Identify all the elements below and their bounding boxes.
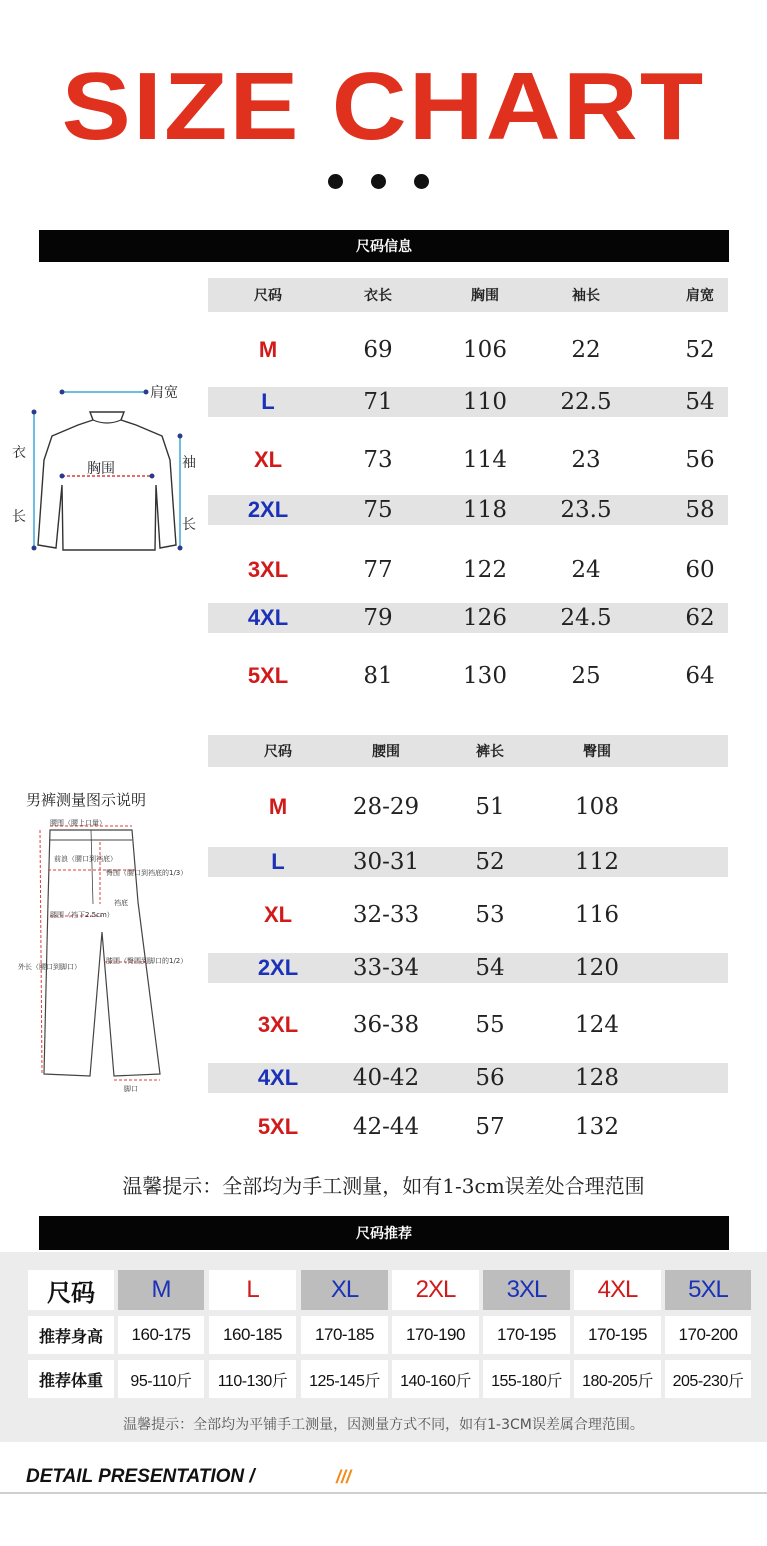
flat-measure-note: 温馨提示：全部均为平铺手工测量，因测量方式不同，如有1-3CM误差属合理范围。	[123, 1417, 644, 1433]
table-row	[208, 656, 728, 696]
table-cell: 71	[363, 389, 393, 415]
recommend-weight-cell: 95-110斤	[118, 1360, 204, 1398]
recommend-size-label: 尺码	[28, 1270, 114, 1310]
table-cell: 79	[363, 605, 393, 631]
table-cell: 30-31	[352, 849, 420, 875]
table-row	[208, 495, 728, 525]
table-cell: 126	[463, 605, 507, 631]
length-label-top: 衣	[12, 445, 26, 461]
size-label: L	[261, 389, 275, 414]
recommend-height-cell: 170-195	[483, 1316, 570, 1354]
hem-note: 脚口	[124, 1085, 138, 1093]
section-header-size-info: 尺码信息	[39, 230, 729, 262]
table-cell: 112	[575, 849, 619, 875]
table-cell: 122	[463, 557, 507, 583]
col-header-waist: 腰围	[372, 744, 400, 760]
table-cell: 24.5	[560, 605, 612, 631]
chest-label: 胸围	[87, 461, 115, 477]
dot-icon	[371, 174, 386, 189]
table-row	[208, 387, 728, 417]
jacket-diagram	[0, 370, 208, 560]
page-title: SIZE CHART	[61, 53, 706, 160]
table-cell: 75	[363, 497, 393, 523]
recommend-height-cell: 170-185	[301, 1316, 388, 1354]
table-cell: 22	[571, 337, 601, 363]
table-cell: 62	[685, 605, 715, 631]
table-row	[208, 1107, 728, 1147]
recommend-weight-cell: 205-230斤	[665, 1360, 751, 1398]
table-row	[208, 1005, 728, 1045]
recommend-weight-cell: 155-180斤	[483, 1360, 570, 1398]
table-cell: 32-33	[352, 902, 420, 928]
recommend-height-cell: 170-200	[665, 1316, 751, 1354]
table-cell: 128	[575, 1065, 619, 1091]
table-cell: 42-44	[352, 1114, 420, 1140]
table-cell: 51	[475, 794, 505, 820]
table-row	[208, 1063, 728, 1093]
knee-note: 膝围（臀围到脚口的1/2）	[106, 957, 188, 965]
col-header-pants-length: 裤长	[476, 744, 504, 760]
front-rise-note: 前浪（腰口到裆底）	[54, 855, 117, 863]
recommend-weight-cell: 140-160斤	[392, 1360, 479, 1398]
size-label: 3XL	[257, 1012, 299, 1037]
recommend-size-cell: 3XL	[483, 1270, 570, 1310]
table-cell: 28-29	[352, 794, 420, 820]
table-row	[208, 953, 728, 983]
pants-size-table	[208, 735, 728, 1155]
table-cell: 53	[475, 902, 505, 928]
table-row	[208, 603, 728, 633]
table-cell: 55	[475, 1012, 505, 1038]
table-cell: 54	[475, 955, 505, 981]
table-row	[208, 330, 728, 370]
recommend-size-cell: M	[118, 1270, 204, 1310]
decorative-dots	[324, 174, 434, 190]
table-cell: 54	[685, 389, 715, 415]
recommend-size-cell: L	[209, 1270, 296, 1310]
size-label: 2XL	[247, 497, 289, 522]
table-cell: 52	[685, 337, 715, 363]
table-cell: 69	[363, 337, 393, 363]
table-header-row	[208, 278, 728, 312]
table-row	[208, 847, 728, 877]
table-cell: 110	[463, 389, 507, 415]
recommend-size-cell: XL	[301, 1270, 388, 1310]
dot-icon	[414, 174, 429, 189]
table-cell: 23	[571, 447, 601, 473]
size-label: L	[271, 849, 285, 874]
size-label: 5XL	[247, 663, 289, 688]
section-header-size-recommend: 尺码推荐	[39, 1216, 729, 1250]
table-cell: 116	[575, 902, 619, 928]
length-label-bottom: 长	[12, 509, 26, 525]
table-cell: 114	[463, 447, 507, 473]
table-cell: 22.5	[560, 389, 612, 415]
pants-diagram	[14, 812, 210, 1102]
table-cell: 23.5	[560, 497, 612, 523]
recommend-weight-cell: 180-205斤	[574, 1360, 661, 1398]
col-header-length: 衣长	[364, 288, 392, 304]
divider	[0, 1492, 767, 1494]
table-cell: 77	[363, 557, 393, 583]
table-cell: 52	[475, 849, 505, 875]
recommend-height-cell: 160-185	[209, 1316, 296, 1354]
table-cell: 58	[685, 497, 715, 523]
table-cell: 56	[475, 1065, 505, 1091]
shoulder-label: 肩宽	[150, 385, 178, 401]
table-cell: 25	[571, 663, 601, 689]
table-row	[208, 550, 728, 590]
dot-icon	[328, 174, 343, 189]
outseam-note: 外长（腰口到脚口）	[18, 963, 81, 971]
measurement-note: 温馨提示：全部均为手工测量，如有1-3cm误差处合理范围	[122, 1174, 645, 1198]
table-cell: 40-42	[352, 1065, 420, 1091]
table-cell: 132	[575, 1114, 619, 1140]
recommend-size-cell: 2XL	[392, 1270, 479, 1310]
table-cell: 36-38	[352, 1012, 420, 1038]
col-header-chest: 胸围	[471, 288, 499, 304]
table-cell: 33-34	[352, 955, 420, 981]
table-cell: 124	[575, 1012, 619, 1038]
recommend-weight-cell: 110-130斤	[209, 1360, 296, 1398]
recommend-size-cell: 4XL	[574, 1270, 661, 1310]
table-cell: 106	[463, 337, 507, 363]
col-header-size: 尺码	[254, 288, 282, 304]
pants-diagram-title: 男裤测量图示说明	[26, 791, 147, 809]
recommend-size-cell: 5XL	[665, 1270, 751, 1310]
size-label: XL	[263, 902, 293, 927]
size-label: M	[258, 337, 278, 362]
table-cell: 118	[463, 497, 507, 523]
detail-presentation-label: DETAIL PRESENTATION /	[26, 1466, 255, 1487]
table-cell: 24	[571, 557, 601, 583]
size-label: XL	[253, 447, 283, 472]
table-cell: 64	[685, 663, 715, 689]
size-label: M	[268, 794, 288, 819]
table-row	[208, 440, 728, 480]
hip-note: 臀围（腰口到裆底的1/3）	[106, 869, 188, 877]
col-header-hip: 臀围	[583, 744, 611, 760]
recommend-weight-label: 推荐体重	[28, 1360, 114, 1398]
col-header-shoulder: 肩宽	[686, 288, 714, 304]
size-label: 4XL	[247, 605, 289, 630]
table-cell: 73	[363, 447, 393, 473]
table-cell: 81	[363, 663, 393, 689]
size-label: 3XL	[247, 557, 289, 582]
recommend-height-cell: 170-195	[574, 1316, 661, 1354]
table-cell: 56	[685, 447, 715, 473]
table-cell: 108	[575, 794, 619, 820]
size-label: 4XL	[257, 1065, 299, 1090]
table-cell: 60	[685, 557, 715, 583]
size-label: 5XL	[257, 1114, 299, 1139]
recommend-weight-cell: 125-145斤	[301, 1360, 388, 1398]
table-cell: 120	[575, 955, 619, 981]
sleeve-label-top: 袖	[182, 455, 196, 471]
table-cell: 57	[475, 1114, 505, 1140]
table-row	[208, 787, 728, 827]
col-header-sleeve: 袖长	[572, 288, 600, 304]
recommend-height-cell: 170-190	[392, 1316, 479, 1354]
thigh-note: 腿围（裆下2.5cm）	[50, 911, 114, 919]
size-label: 2XL	[257, 955, 299, 980]
top-size-table	[208, 278, 728, 698]
table-cell: 130	[463, 663, 507, 689]
recommend-height-label: 推荐身高	[28, 1316, 114, 1354]
table-header-row	[208, 735, 728, 767]
waist-note: 腰围（腰上口量）	[50, 819, 106, 827]
sleeve-label-bottom: 长	[182, 517, 196, 533]
crotch-note: 裆底	[114, 899, 128, 907]
recommend-height-cell: 160-175	[118, 1316, 204, 1354]
table-row	[208, 895, 728, 935]
detail-slashes: ///	[336, 1467, 352, 1487]
col-header-size: 尺码	[264, 744, 292, 760]
